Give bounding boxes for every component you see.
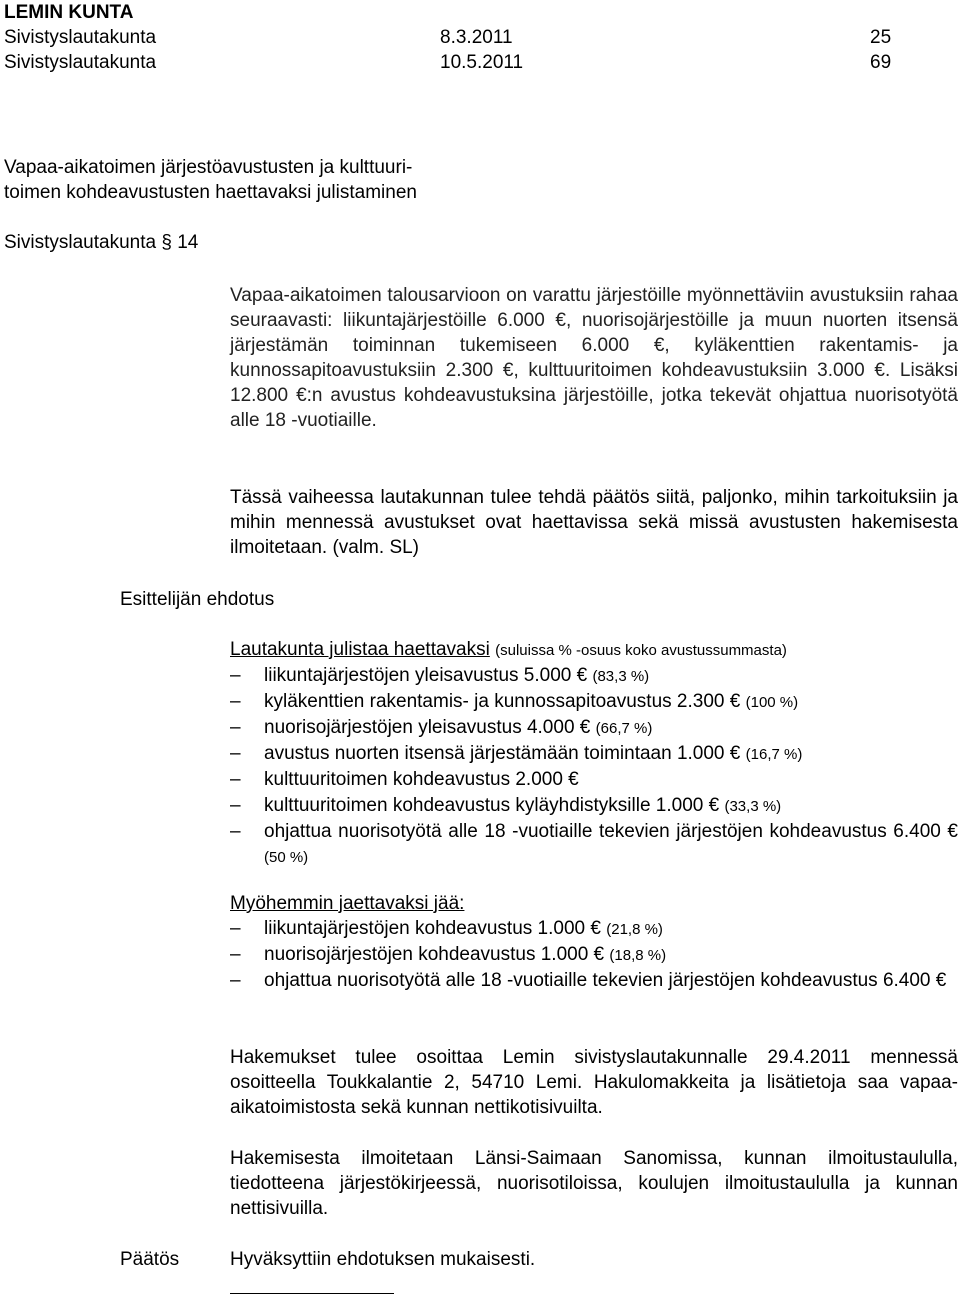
list-item: – ohjattua nuorisotyötä alle 18 -vuotiaille tekevien järjestöjen kohdeavustus 6.400 € — [230, 968, 958, 994]
applications-paragraph: Hakemukset tulee osoittaa Lemin sivistyslautakunnalle 29.4.2011 mennessä osoitteella Toukkalantie 2, 54710 Lemi. Hakulomakkeita ja lisätietoja saa vapaa-aikatoimistosta sekä kunnan nettikotisivuilta. — [230, 1047, 958, 1118]
proposal-heading — [230, 637, 958, 663]
proposal-heading-note: (suluissa % -osuus koko avustussummasta) — [495, 642, 787, 659]
organization-name: LEMIN KUNTA — [4, 2, 134, 23]
header-date-2: 10.5.2011 — [440, 52, 524, 73]
list-item: – kyläkenttien rakentamis- ja kunnossapitoavustus 2.300 € (100 %) — [230, 689, 958, 715]
proposal-heading-text: Lautakunta julistaa haettavaksi — [230, 639, 490, 660]
header-body-1: Sivistyslautakunta — [4, 27, 157, 48]
proposal-label: Esittelijän ehdotus — [120, 589, 275, 610]
list-item: – nuorisojärjestöjen yleisavustus 4.000 € (66,7 %) — [230, 715, 958, 741]
signature-line — [230, 1293, 394, 1294]
later-list — [230, 916, 958, 994]
later-section — [230, 891, 958, 994]
header-body-2: Sivistyslautakunta — [4, 52, 157, 73]
list-item: – kulttuuritoimen kohdeavustus kyläyhdistyksille 1.000 € (33,3 %) — [230, 793, 958, 819]
header-date-1: 8.3.2011 — [440, 27, 513, 48]
section-reference: Sivistyslautakunta § 14 — [4, 232, 199, 253]
document-title-line-1: Vapaa-aikatoimen järjestöavustusten ja kulttuuri- — [4, 157, 413, 178]
proposal-list — [230, 663, 958, 870]
phase-paragraph: Tässä vaiheessa lautakunnan tulee tehdä päätös siitä, paljonko, mihin tarkoituksiin ja mihin mennessä avustukset ovat haettavissa sekä missä avustusten hakemisesta ilmoitetaan. (valm. SL) — [230, 487, 958, 558]
list-item: – avustus nuorten itsensä järjestämään toimintaan 1.000 € (16,7 %) — [230, 741, 958, 767]
decision-text: Hyväksyttiin ehdotuksen mukaisesti. — [230, 1249, 536, 1270]
announcement-paragraph: Hakemisesta ilmoitetaan Länsi-Saimaan Sanomissa, kunnan ilmoitustaululla, tiedotteena järjestökirjeessä, nuorisotiloissa, koulujen ilmoitustaululla ja kunnan nettisivuilla. — [230, 1148, 958, 1219]
list-item: – liikuntajärjestöjen kohdeavustus 1.000 € (21,8 %) — [230, 916, 958, 942]
list-item: – kulttuuritoimen kohdeavustus 2.000 € — [230, 767, 958, 793]
list-item: – liikuntajärjestöjen yleisavustus 5.000 € (83,3 %) — [230, 663, 958, 689]
proposal-section — [230, 637, 958, 870]
document-title-line-2: toimen kohdeavustusten haettavaksi julistaminen — [4, 182, 417, 203]
decision-label: Päätös — [120, 1249, 180, 1270]
header-page-1: 25 — [870, 27, 892, 48]
list-item: – ohjattua nuorisotyötä alle 18 -vuotiaille tekevien järjestöjen kohdeavustus 6.400 € (50 %) — [230, 819, 958, 870]
list-item: – nuorisojärjestöjen kohdeavustus 1.000 € (18,8 %) — [230, 942, 958, 968]
header-page-2: 69 — [870, 52, 892, 73]
intro-paragraph: Vapaa-aikatoimen talousarvioon on varattu järjestöille myönnettäviin avustuksiin rahaa seuraavasti: liikuntajärjestöille 6.000 €, nuorisojärjestöille ja muun nuorten itsensä järjestämän toiminnan tukemiseen 6.000 €, kyläkenttien rakentamis- ja kunnossapitoavustuksiin 2.300 €, kulttuuritoimen kohdeavustuksiin 3.000 €. Lisäksi 12.800 €:n avustus kohdeavustuksina järjestöille, jotka tekevät ohjattua nuorisotyötä alle 18 -vuotiaille. — [230, 285, 958, 431]
later-heading: Myöhemmin jaettavaksi jää: — [230, 893, 465, 914]
